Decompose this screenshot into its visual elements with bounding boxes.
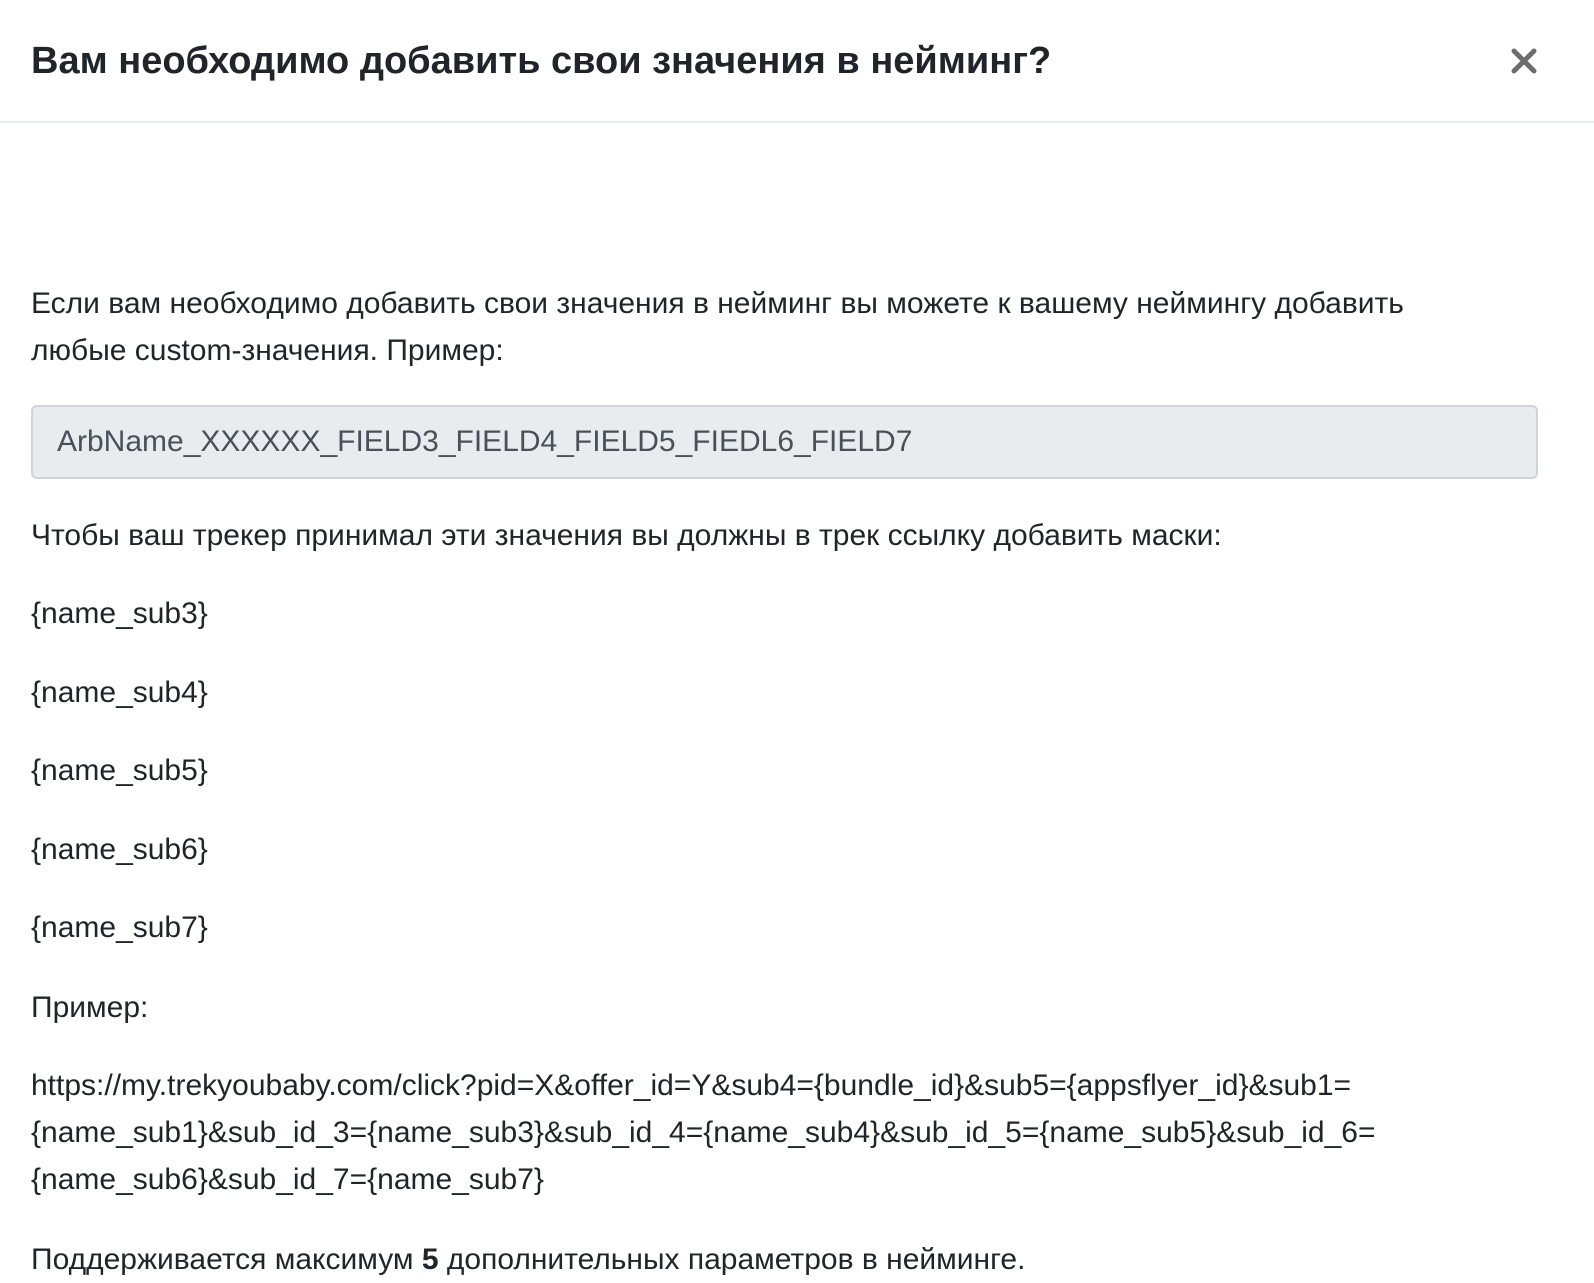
- example-url-line: {name_sub6}&sub_id_7={name_sub7}: [31, 1163, 544, 1196]
- modal-title: Вам необходимо добавить свои значения в нейминг?: [31, 40, 1052, 82]
- max-params-count: 5: [421, 1243, 439, 1276]
- max-params-note: [31, 1236, 1025, 1283]
- max-params-suffix: дополнительных параметров в нейминге.: [438, 1243, 1026, 1276]
- example-naming-field[interactable]: [31, 405, 1538, 479]
- mask-item: {name_sub5}: [31, 754, 208, 787]
- mask-item: {name_sub6}: [31, 833, 208, 866]
- intro-text-line2: любые custom-значения. Пример:: [31, 334, 504, 367]
- mask-item: {name_sub3}: [31, 597, 208, 630]
- example-label: Пример:: [31, 991, 149, 1024]
- mask-item: {name_sub7}: [31, 911, 208, 944]
- max-params-prefix: Поддерживается максимум: [31, 1243, 422, 1276]
- mask-item: {name_sub4}: [31, 676, 208, 709]
- intro-text-line1: Если вам необходимо добавить свои значения в нейминг вы можете к вашему неймингу добавить: [31, 287, 1404, 320]
- example-url-line: https://my.trekyoubaby.com/click?pid=X&offer_id=Y&sub4={bundle_id}&sub5={appsflyer_id}&sub1=: [31, 1069, 1352, 1102]
- close-button[interactable]: [1496, 36, 1552, 86]
- modal-header: [0, 0, 1594, 123]
- example-url: [31, 1062, 1461, 1203]
- masks-intro-text: Чтобы ваш трекер принимал эти значения вы должны в трек ссылку добавить маски:: [31, 519, 1222, 552]
- close-icon: [1510, 47, 1538, 75]
- example-url-line: {name_sub1}&sub_id_3={name_sub3}&sub_id_4={name_sub4}&sub_id_5={name_sub5}&sub_id_6=: [31, 1116, 1376, 1149]
